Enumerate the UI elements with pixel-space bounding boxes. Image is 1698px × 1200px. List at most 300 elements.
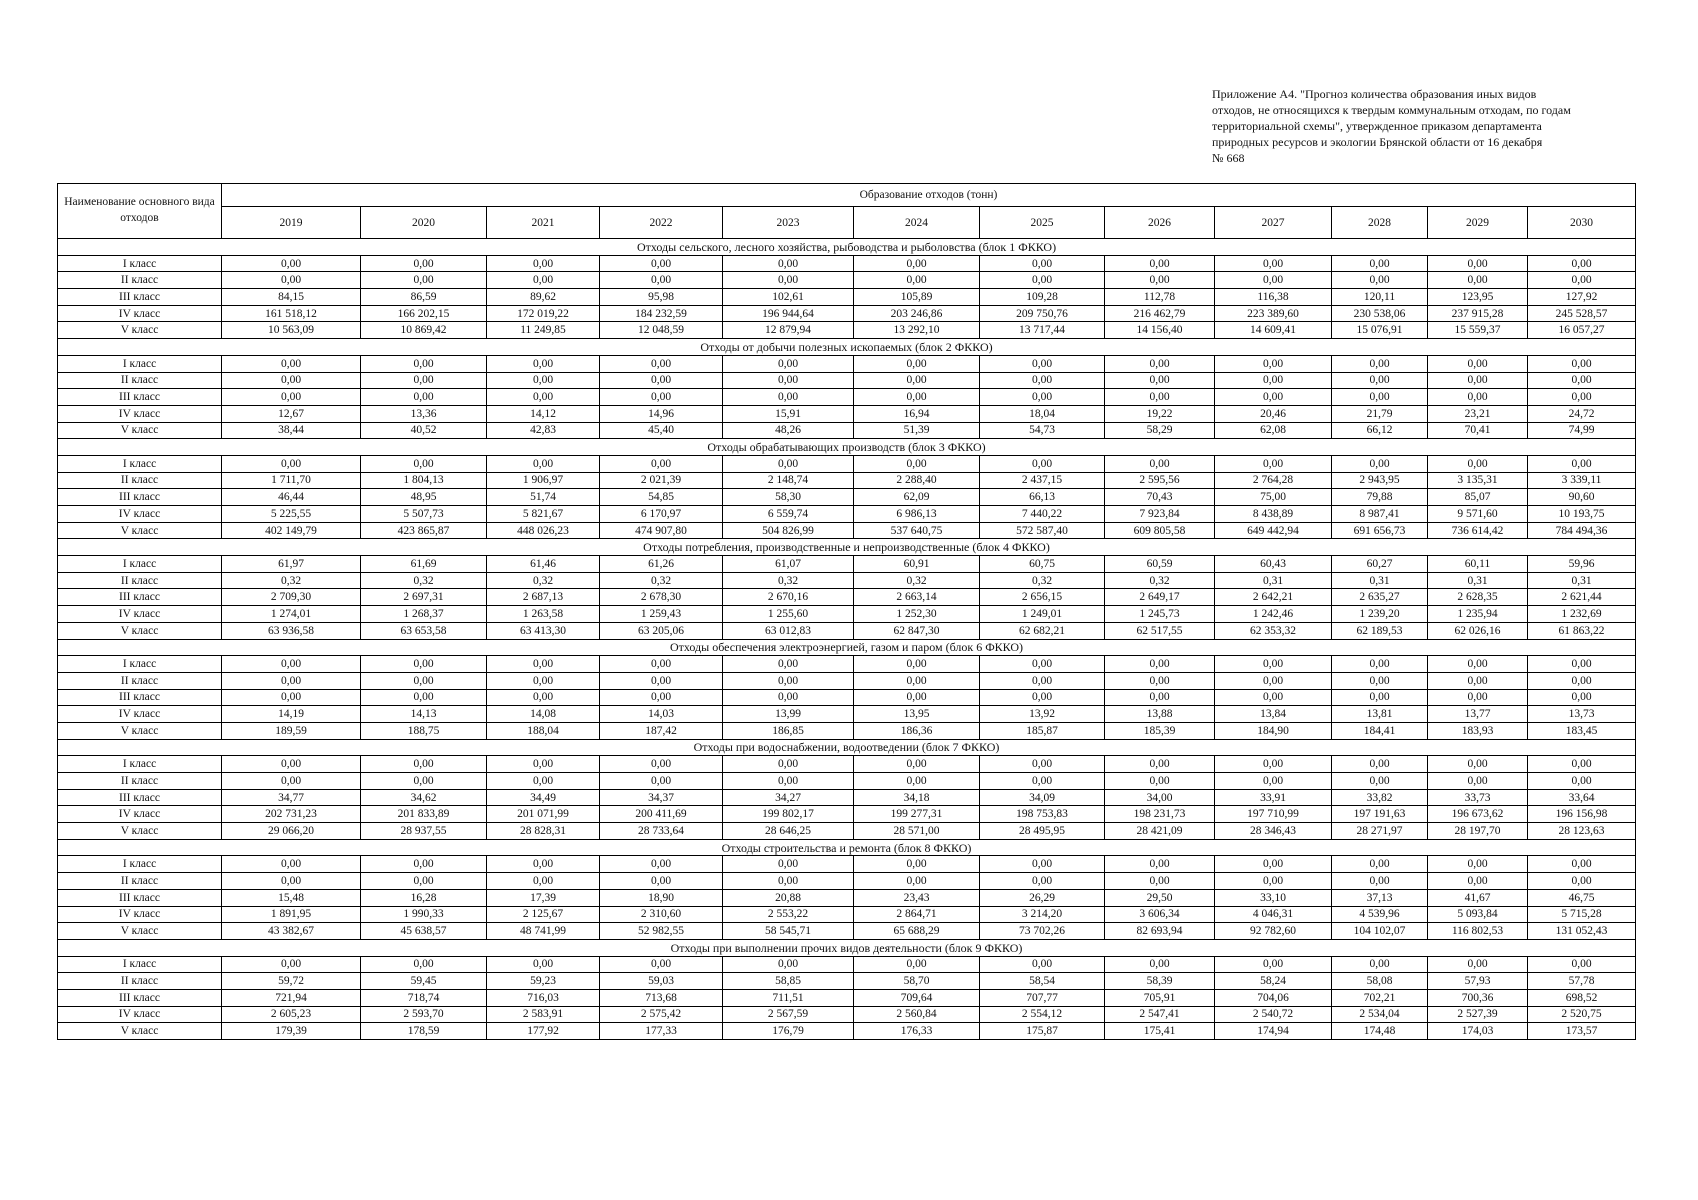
block-title: Отходы при выполнении прочих видов деятельности (блок 9 ФККО) xyxy=(58,939,1636,956)
year-header: 2019 xyxy=(222,207,361,239)
value-cell: 14,19 xyxy=(222,706,361,723)
value-cell: 0,00 xyxy=(1215,756,1332,773)
table-row xyxy=(58,722,1636,739)
value-cell: 23,43 xyxy=(854,889,980,906)
value-cell: 0,00 xyxy=(1332,272,1428,289)
value-cell: 189,59 xyxy=(222,722,361,739)
value-cell: 0,00 xyxy=(854,389,980,406)
value-cell: 0,00 xyxy=(600,355,723,372)
value-cell: 0,00 xyxy=(980,455,1105,472)
value-cell: 60,43 xyxy=(1215,556,1332,573)
value-cell: 504 826,99 xyxy=(723,522,854,539)
value-cell: 33,91 xyxy=(1215,789,1332,806)
table-row xyxy=(58,923,1636,940)
value-cell: 109,28 xyxy=(980,289,1105,306)
value-cell: 0,00 xyxy=(222,372,361,389)
year-header: 2022 xyxy=(600,207,723,239)
block-title: Отходы от добычи полезных ископаемых (блок 2 ФККО) xyxy=(58,339,1636,356)
value-cell: 10 193,75 xyxy=(1528,506,1636,523)
table-row xyxy=(58,355,1636,372)
value-cell: 2 670,16 xyxy=(723,589,854,606)
value-cell: 0,00 xyxy=(980,272,1105,289)
value-cell: 62,08 xyxy=(1215,422,1332,439)
value-cell: 13,73 xyxy=(1528,706,1636,723)
value-cell: 52 982,55 xyxy=(600,923,723,940)
value-cell: 28 733,64 xyxy=(600,823,723,840)
hazard-class-label: IV класс xyxy=(58,706,222,723)
table-row xyxy=(58,956,1636,973)
value-cell: 112,78 xyxy=(1105,289,1215,306)
hazard-class-label: III класс xyxy=(58,589,222,606)
value-cell: 0,00 xyxy=(854,773,980,790)
value-cell: 13,95 xyxy=(854,706,980,723)
value-cell: 0,00 xyxy=(487,455,600,472)
value-cell: 89,62 xyxy=(487,289,600,306)
hazard-class-label: II класс xyxy=(58,272,222,289)
value-cell: 196 156,98 xyxy=(1528,806,1636,823)
table-row xyxy=(58,506,1636,523)
value-cell: 649 442,94 xyxy=(1215,522,1332,539)
value-cell: 2 540,72 xyxy=(1215,1006,1332,1023)
value-cell: 0,00 xyxy=(1215,255,1332,272)
value-cell: 90,60 xyxy=(1528,489,1636,506)
block-title: Отходы строительства и ремонта (блок 8 ФККО) xyxy=(58,839,1636,856)
value-cell: 0,00 xyxy=(980,656,1105,673)
value-cell: 26,29 xyxy=(980,889,1105,906)
value-cell: 0,00 xyxy=(1428,372,1528,389)
value-cell: 0,00 xyxy=(980,873,1105,890)
value-cell: 6 986,13 xyxy=(854,506,980,523)
value-cell: 33,73 xyxy=(1428,789,1528,806)
value-cell: 58,39 xyxy=(1105,973,1215,990)
value-cell: 0,00 xyxy=(600,756,723,773)
value-cell: 0,00 xyxy=(723,372,854,389)
value-cell: 16 057,27 xyxy=(1528,322,1636,339)
table-row xyxy=(58,405,1636,422)
value-cell: 0,00 xyxy=(600,873,723,890)
value-cell: 123,95 xyxy=(1428,289,1528,306)
value-cell: 14 156,40 xyxy=(1105,322,1215,339)
table-row xyxy=(58,672,1636,689)
value-cell: 0,00 xyxy=(1215,956,1332,973)
value-cell: 127,92 xyxy=(1528,289,1636,306)
value-cell: 0,00 xyxy=(600,773,723,790)
value-cell: 58,54 xyxy=(980,973,1105,990)
value-cell: 172 019,22 xyxy=(487,305,600,322)
value-cell: 0,00 xyxy=(1105,672,1215,689)
value-cell: 0,00 xyxy=(1215,355,1332,372)
value-cell: 3 606,34 xyxy=(1105,906,1215,923)
value-cell: 0,00 xyxy=(1105,756,1215,773)
value-cell: 705,91 xyxy=(1105,989,1215,1006)
value-cell: 0,00 xyxy=(723,672,854,689)
value-cell: 0,31 xyxy=(1528,572,1636,589)
value-cell: 102,61 xyxy=(723,289,854,306)
hazard-class-label: I класс xyxy=(58,355,222,372)
value-cell: 0,00 xyxy=(1428,355,1528,372)
value-cell: 34,77 xyxy=(222,789,361,806)
value-cell: 74,99 xyxy=(1528,422,1636,439)
value-cell: 57,93 xyxy=(1428,973,1528,990)
table-body xyxy=(58,239,1636,1040)
value-cell: 718,74 xyxy=(361,989,487,1006)
value-cell: 0,00 xyxy=(1528,372,1636,389)
value-cell: 63 205,06 xyxy=(600,622,723,639)
value-cell: 38,44 xyxy=(222,422,361,439)
value-cell: 62,09 xyxy=(854,489,980,506)
block-title: Отходы обеспечения электроэнергией, газом и паром (блок 6 ФККО) xyxy=(58,639,1636,656)
value-cell: 173,57 xyxy=(1528,1023,1636,1040)
value-cell: 13,92 xyxy=(980,706,1105,723)
value-cell: 0,00 xyxy=(600,856,723,873)
value-cell: 0,00 xyxy=(222,656,361,673)
value-cell: 0,00 xyxy=(361,756,487,773)
table-row xyxy=(58,789,1636,806)
hazard-class-label: I класс xyxy=(58,956,222,973)
block-title: Отходы потребления, производственные и непроизводственные (блок 4 ФККО) xyxy=(58,539,1636,556)
value-cell: 61,46 xyxy=(487,556,600,573)
value-cell: 13,99 xyxy=(723,706,854,723)
value-cell: 2 605,23 xyxy=(222,1006,361,1023)
block-header-row xyxy=(58,539,1636,556)
block-title: Отходы при водоснабжении, водоотведении (блок 7 ФККО) xyxy=(58,739,1636,756)
value-cell: 2 520,75 xyxy=(1528,1006,1636,1023)
block-header-row xyxy=(58,339,1636,356)
value-cell: 28 346,43 xyxy=(1215,823,1332,840)
value-cell: 199 802,17 xyxy=(723,806,854,823)
value-cell: 92 782,60 xyxy=(1215,923,1332,940)
value-cell: 0,00 xyxy=(980,255,1105,272)
hazard-class-label: III класс xyxy=(58,389,222,406)
value-cell: 60,75 xyxy=(980,556,1105,573)
value-cell: 61,69 xyxy=(361,556,487,573)
value-cell: 0,00 xyxy=(361,255,487,272)
value-cell: 0,00 xyxy=(1215,689,1332,706)
value-cell: 0,00 xyxy=(1105,873,1215,890)
value-cell: 448 026,23 xyxy=(487,522,600,539)
block-header-row xyxy=(58,439,1636,456)
value-cell: 0,00 xyxy=(723,389,854,406)
value-cell: 60,11 xyxy=(1428,556,1528,573)
value-cell: 784 494,36 xyxy=(1528,522,1636,539)
hazard-class-label: III класс xyxy=(58,989,222,1006)
value-cell: 609 805,58 xyxy=(1105,522,1215,539)
value-cell: 187,42 xyxy=(600,722,723,739)
value-cell: 34,62 xyxy=(361,789,487,806)
value-cell: 237 915,28 xyxy=(1428,305,1528,322)
value-cell: 73 702,26 xyxy=(980,923,1105,940)
value-cell: 0,00 xyxy=(1332,656,1428,673)
value-cell: 58,70 xyxy=(854,973,980,990)
hazard-class-label: I класс xyxy=(58,455,222,472)
value-cell: 0,00 xyxy=(854,756,980,773)
value-cell: 0,00 xyxy=(723,689,854,706)
block-header-row xyxy=(58,939,1636,956)
value-cell: 174,48 xyxy=(1332,1023,1428,1040)
value-cell: 59,96 xyxy=(1528,556,1636,573)
value-cell: 0,00 xyxy=(222,272,361,289)
year-header: 2024 xyxy=(854,207,980,239)
value-cell: 0,00 xyxy=(854,956,980,973)
value-cell: 51,39 xyxy=(854,422,980,439)
value-cell: 1 242,46 xyxy=(1215,606,1332,623)
value-cell: 60,59 xyxy=(1105,556,1215,573)
value-cell: 46,75 xyxy=(1528,889,1636,906)
value-cell: 58,24 xyxy=(1215,973,1332,990)
value-cell: 161 518,12 xyxy=(222,305,361,322)
value-cell: 183,93 xyxy=(1428,722,1528,739)
value-cell: 42,83 xyxy=(487,422,600,439)
year-header: 2025 xyxy=(980,207,1105,239)
value-cell: 65 688,29 xyxy=(854,923,980,940)
value-cell: 0,00 xyxy=(1332,672,1428,689)
value-cell: 59,23 xyxy=(487,973,600,990)
table-row xyxy=(58,289,1636,306)
value-cell: 0,00 xyxy=(487,355,600,372)
hazard-class-label: II класс xyxy=(58,773,222,790)
value-cell: 29,50 xyxy=(1105,889,1215,906)
value-cell: 186,36 xyxy=(854,722,980,739)
value-cell: 0,00 xyxy=(723,255,854,272)
value-cell: 0,00 xyxy=(723,773,854,790)
value-cell: 0,00 xyxy=(980,389,1105,406)
caption-line: природных ресурсов и экологии Брянской области от 16 декабря xyxy=(1212,135,1543,149)
value-cell: 62 189,53 xyxy=(1332,622,1428,639)
value-cell: 0,00 xyxy=(1215,856,1332,873)
value-cell: 0,00 xyxy=(854,672,980,689)
table-row xyxy=(58,989,1636,1006)
value-cell: 0,00 xyxy=(723,756,854,773)
value-cell: 0,00 xyxy=(361,873,487,890)
year-header: 2030 xyxy=(1528,207,1636,239)
hazard-class-label: IV класс xyxy=(58,606,222,623)
value-cell: 8 438,89 xyxy=(1215,506,1332,523)
value-cell: 33,10 xyxy=(1215,889,1332,906)
value-cell: 105,89 xyxy=(854,289,980,306)
value-cell: 0,00 xyxy=(1332,255,1428,272)
value-cell: 1 906,97 xyxy=(487,472,600,489)
value-cell: 13,88 xyxy=(1105,706,1215,723)
value-cell: 0,00 xyxy=(980,756,1105,773)
value-cell: 61 863,22 xyxy=(1528,622,1636,639)
value-cell: 34,49 xyxy=(487,789,600,806)
value-cell: 0,00 xyxy=(1428,255,1528,272)
value-cell: 0,00 xyxy=(1332,956,1428,973)
hazard-class-label: V класс xyxy=(58,322,222,339)
value-cell: 2 547,41 xyxy=(1105,1006,1215,1023)
value-cell: 177,33 xyxy=(600,1023,723,1040)
value-cell: 0,00 xyxy=(1332,689,1428,706)
value-cell: 0,00 xyxy=(361,773,487,790)
value-cell: 736 614,42 xyxy=(1428,522,1528,539)
table-row xyxy=(58,305,1636,322)
value-cell: 28 271,97 xyxy=(1332,823,1428,840)
value-cell: 9 571,60 xyxy=(1428,506,1528,523)
value-cell: 702,21 xyxy=(1332,989,1428,1006)
value-cell: 48 741,99 xyxy=(487,923,600,940)
hazard-class-label: II класс xyxy=(58,472,222,489)
year-header: 2029 xyxy=(1428,207,1528,239)
value-cell: 2 148,74 xyxy=(723,472,854,489)
value-cell: 423 865,87 xyxy=(361,522,487,539)
value-cell: 85,07 xyxy=(1428,489,1528,506)
value-cell: 28 197,70 xyxy=(1428,823,1528,840)
hazard-class-label: III класс xyxy=(58,889,222,906)
value-cell: 230 538,06 xyxy=(1332,305,1428,322)
value-cell: 709,64 xyxy=(854,989,980,1006)
value-cell: 0,00 xyxy=(1528,689,1636,706)
value-cell: 75,00 xyxy=(1215,489,1332,506)
value-cell: 1 268,37 xyxy=(361,606,487,623)
value-cell: 23,21 xyxy=(1428,405,1528,422)
waste-type-header: Наименование основного вида отходов xyxy=(58,184,222,239)
value-cell: 84,15 xyxy=(222,289,361,306)
value-cell: 0,00 xyxy=(487,773,600,790)
table-row xyxy=(58,272,1636,289)
value-cell: 5 093,84 xyxy=(1428,906,1528,923)
value-cell: 63 936,58 xyxy=(222,622,361,639)
value-cell: 0,00 xyxy=(1528,255,1636,272)
year-header: 2023 xyxy=(723,207,854,239)
year-header: 2026 xyxy=(1105,207,1215,239)
table-row xyxy=(58,489,1636,506)
value-cell: 0,00 xyxy=(1332,455,1428,472)
caption-line: № 668 xyxy=(1212,151,1245,165)
value-cell: 21,79 xyxy=(1332,405,1428,422)
value-cell: 14,13 xyxy=(361,706,487,723)
value-cell: 61,26 xyxy=(600,556,723,573)
value-cell: 201 071,99 xyxy=(487,806,600,823)
value-cell: 34,09 xyxy=(980,789,1105,806)
value-cell: 16,94 xyxy=(854,405,980,422)
value-cell: 0,00 xyxy=(1105,389,1215,406)
year-header: 2020 xyxy=(361,207,487,239)
value-cell: 0,00 xyxy=(1332,856,1428,873)
value-cell: 20,46 xyxy=(1215,405,1332,422)
value-cell: 704,06 xyxy=(1215,989,1332,1006)
value-cell: 2 437,15 xyxy=(980,472,1105,489)
value-cell: 62 517,55 xyxy=(1105,622,1215,639)
value-cell: 0,00 xyxy=(361,956,487,973)
value-cell: 48,26 xyxy=(723,422,854,439)
value-cell: 20,88 xyxy=(723,889,854,906)
value-cell: 33,82 xyxy=(1332,789,1428,806)
value-cell: 713,68 xyxy=(600,989,723,1006)
value-cell: 0,00 xyxy=(1428,455,1528,472)
value-cell: 186,85 xyxy=(723,722,854,739)
value-cell: 61,07 xyxy=(723,556,854,573)
value-cell: 711,51 xyxy=(723,989,854,1006)
value-cell: 57,78 xyxy=(1528,973,1636,990)
value-cell: 0,32 xyxy=(361,572,487,589)
value-cell: 2 125,67 xyxy=(487,906,600,923)
value-cell: 2 575,42 xyxy=(600,1006,723,1023)
table-row xyxy=(58,689,1636,706)
hazard-class-label: II класс xyxy=(58,672,222,689)
value-cell: 1 804,13 xyxy=(361,472,487,489)
hazard-class-label: II класс xyxy=(58,372,222,389)
value-cell: 13 292,10 xyxy=(854,322,980,339)
table-row xyxy=(58,556,1636,573)
value-cell: 61,97 xyxy=(222,556,361,573)
value-cell: 0,00 xyxy=(723,873,854,890)
table-row xyxy=(58,906,1636,923)
value-cell: 1 990,33 xyxy=(361,906,487,923)
value-cell: 0,00 xyxy=(222,873,361,890)
value-cell: 58 545,71 xyxy=(723,923,854,940)
value-cell: 0,00 xyxy=(1215,372,1332,389)
value-cell: 63 653,58 xyxy=(361,622,487,639)
value-cell: 0,00 xyxy=(1528,956,1636,973)
value-cell: 0,00 xyxy=(1215,672,1332,689)
value-cell: 0,00 xyxy=(361,455,487,472)
value-cell: 14,96 xyxy=(600,405,723,422)
value-cell: 5 507,73 xyxy=(361,506,487,523)
value-cell: 45 638,57 xyxy=(361,923,487,940)
value-cell: 5 715,28 xyxy=(1528,906,1636,923)
value-cell: 1 249,01 xyxy=(980,606,1105,623)
value-cell: 0,00 xyxy=(1215,873,1332,890)
hazard-class-label: I класс xyxy=(58,255,222,272)
value-cell: 0,32 xyxy=(600,572,723,589)
hazard-class-label: I класс xyxy=(58,656,222,673)
hazard-class-label: III класс xyxy=(58,289,222,306)
table-row xyxy=(58,589,1636,606)
value-cell: 0,00 xyxy=(1428,272,1528,289)
value-cell: 5 821,67 xyxy=(487,506,600,523)
value-cell: 0,00 xyxy=(600,672,723,689)
value-cell: 175,87 xyxy=(980,1023,1105,1040)
value-cell: 209 750,76 xyxy=(980,305,1105,322)
value-cell: 0,00 xyxy=(1428,689,1528,706)
value-cell: 0,00 xyxy=(222,756,361,773)
value-cell: 0,00 xyxy=(487,672,600,689)
value-cell: 28 646,25 xyxy=(723,823,854,840)
value-cell: 11 249,85 xyxy=(487,322,600,339)
value-cell: 0,00 xyxy=(1215,389,1332,406)
value-cell: 6 170,97 xyxy=(600,506,723,523)
block-title: Отходы сельского, лесного хозяйства, рыбоводства и рыболовства (блок 1 ФККО) xyxy=(58,239,1636,256)
value-cell: 0,00 xyxy=(222,956,361,973)
value-cell: 63 012,83 xyxy=(723,622,854,639)
value-cell: 184,90 xyxy=(1215,722,1332,739)
value-cell: 2 621,44 xyxy=(1528,589,1636,606)
table-row xyxy=(58,823,1636,840)
value-cell: 0,00 xyxy=(723,856,854,873)
value-cell: 19,22 xyxy=(1105,405,1215,422)
value-cell: 0,00 xyxy=(1528,656,1636,673)
value-cell: 1 274,01 xyxy=(222,606,361,623)
hazard-class-label: III класс xyxy=(58,689,222,706)
value-cell: 62 353,32 xyxy=(1215,622,1332,639)
value-cell: 0,00 xyxy=(600,389,723,406)
table-row xyxy=(58,255,1636,272)
value-cell: 0,00 xyxy=(487,873,600,890)
value-cell: 2 697,31 xyxy=(361,589,487,606)
value-cell: 474 907,80 xyxy=(600,522,723,539)
value-cell: 54,85 xyxy=(600,489,723,506)
value-cell: 14,12 xyxy=(487,405,600,422)
value-cell: 28 495,95 xyxy=(980,823,1105,840)
value-cell: 175,41 xyxy=(1105,1023,1215,1040)
value-cell: 0,00 xyxy=(1428,672,1528,689)
value-cell: 0,00 xyxy=(1332,773,1428,790)
value-cell: 0,00 xyxy=(723,355,854,372)
value-cell: 58,85 xyxy=(723,973,854,990)
value-cell: 63 413,30 xyxy=(487,622,600,639)
value-cell: 0,00 xyxy=(1528,355,1636,372)
value-cell: 28 421,09 xyxy=(1105,823,1215,840)
